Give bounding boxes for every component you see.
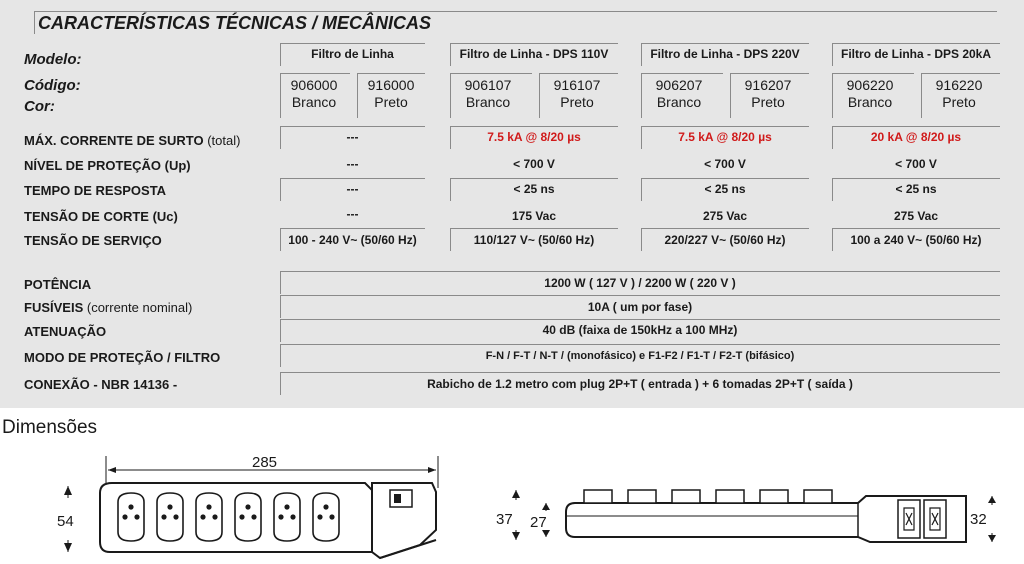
model-name: Filtro de Linha - DPS 110V — [459, 47, 609, 61]
dim-side-end: 32 — [970, 511, 987, 528]
code-cell: 916207 Preto — [744, 77, 792, 110]
spec-value: 20 kA @ 8/20 µs — [870, 130, 962, 144]
common-value: F-N / F-T / N-T / (monofásico) e F1-F2 / F1-T / F2-T (bifásico) — [485, 350, 795, 362]
common-value: 40 dB (faixa de 150kHz a 100 MHz) — [542, 323, 738, 337]
spec-value: 275 Vac — [893, 209, 939, 223]
spec-label: NÍVEL DE PROTEÇÃO (Up) — [24, 158, 191, 173]
spec-value: 220/227 V~ (50/60 Hz) — [664, 233, 786, 247]
spec-value: --- — [346, 182, 359, 196]
label-modelo: Modelo: — [24, 51, 82, 68]
spec-label: TEMPO DE RESPOSTA — [24, 183, 167, 198]
page-title: CARACTERÍSTICAS TÉCNICAS / MECÂNICAS — [38, 13, 432, 33]
common-label: MODO DE PROTEÇÃO / FILTRO — [24, 350, 221, 365]
spec-value: < 700 V — [513, 157, 555, 171]
model-name: Filtro de Linha - DPS 220V — [650, 47, 800, 61]
spec-value: < 25 ns — [513, 182, 555, 196]
spec-value: --- — [346, 157, 359, 171]
spec-value: 7.5 kA @ 8/20 µs — [487, 130, 581, 144]
spec-label: MÁX. CORRENTE DE SURTO (total) — [24, 133, 241, 148]
spec-value: < 25 ns — [895, 182, 937, 196]
spec-value: < 700 V — [704, 157, 746, 171]
spec-value: --- — [346, 207, 359, 221]
dim-length: 285 — [252, 454, 278, 471]
spec-value: 175 Vac — [511, 209, 557, 223]
spec-value: 100 a 240 V~ (50/60 Hz) — [850, 233, 982, 247]
common-value: Rabicho de 1.2 metro com plug 2P+T ( entrada ) + 6 tomadas 2P+T ( saída ) — [427, 377, 853, 391]
code-cell: 906000 Branco — [290, 77, 338, 110]
label-cor: Cor: — [24, 98, 55, 115]
code-cell: 916107 Preto — [553, 77, 601, 110]
dim-height: 54 — [57, 513, 74, 530]
model-name: Filtro de Linha — [311, 47, 394, 61]
spec-value: --- — [346, 130, 359, 144]
common-value: 1200 W ( 127 V ) / 2200 W ( 220 V ) — [544, 276, 736, 290]
code-cell: 906107 Branco — [464, 77, 512, 110]
common-label: CONEXÃO - NBR 14136 - — [24, 377, 178, 392]
label-codigo: Código: — [24, 77, 81, 94]
spec-value: < 700 V — [895, 157, 937, 171]
spec-label: TENSÃO DE CORTE (Uc) — [24, 209, 178, 224]
spec-value: 7.5 kA @ 8/20 µs — [678, 130, 772, 144]
dim-side-body: 27 — [530, 514, 547, 531]
code-cell: 916220 Preto — [935, 77, 983, 110]
model-name: Filtro de Linha - DPS 20kA — [840, 47, 992, 61]
code-cell: 906220 Branco — [846, 77, 894, 110]
common-label: POTÊNCIA — [24, 277, 92, 292]
code-cell: 916000 Preto — [367, 77, 415, 110]
spec-label: TENSÃO DE SERVIÇO — [24, 233, 162, 248]
strip-side-view — [496, 490, 996, 542]
common-label: ATENUAÇÃO — [24, 324, 107, 339]
common-label: FUSÍVEIS (corrente nominal) — [24, 300, 193, 315]
dimensions-title: Dimensões — [2, 417, 98, 438]
common-value: 10A ( um por fase) — [587, 300, 693, 314]
strip-top-view — [57, 454, 438, 558]
dim-side-total: 37 — [496, 511, 513, 528]
spec-value: < 25 ns — [704, 182, 746, 196]
spec-value: 100 - 240 V~ (50/60 Hz) — [288, 233, 417, 247]
spec-value: 275 Vac — [702, 209, 748, 223]
spec-value: 110/127 V~ (50/60 Hz) — [473, 233, 595, 247]
code-cell: 906207 Branco — [655, 77, 703, 110]
outlet-bumps — [584, 490, 832, 503]
